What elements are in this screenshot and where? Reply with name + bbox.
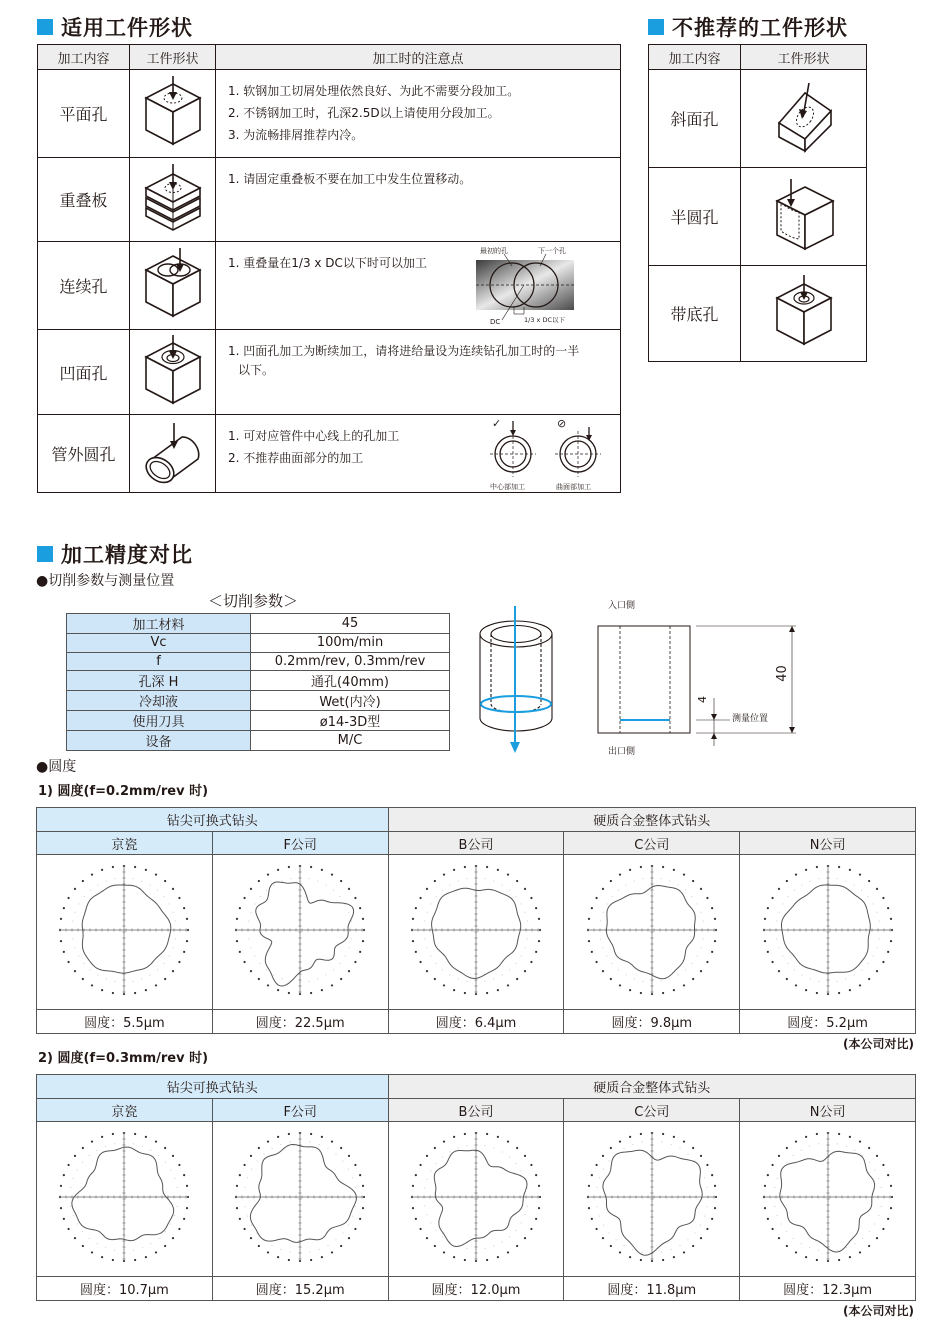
section-view-diagram bbox=[596, 622, 806, 748]
note-line: 1. 可对应管件中心线上的孔加工 bbox=[228, 429, 400, 443]
concave-hole-cube-icon bbox=[130, 330, 216, 415]
flat-hole-cube-icon bbox=[130, 70, 216, 158]
group-header: 硬质合金整体式钻头 bbox=[388, 808, 915, 832]
section-title-text: 适用工件形状 bbox=[61, 16, 193, 40]
table-row bbox=[649, 168, 867, 266]
test1-title: 1) 圆度(f=0.2mm/rev 时) bbox=[38, 784, 209, 799]
row-notes bbox=[216, 330, 621, 415]
param-key: 设备 bbox=[67, 731, 251, 751]
offset-label: 4 bbox=[696, 696, 709, 703]
comparison-note: (本公司对比) bbox=[843, 1304, 914, 1318]
roundness-value: 圆度：5.2μm bbox=[740, 1010, 916, 1034]
company-header: 京瓷 bbox=[37, 832, 213, 855]
applicable-shapes-table bbox=[37, 44, 621, 493]
table-row bbox=[67, 634, 450, 653]
test2-title: 2) 圆度(f=0.3mm/rev 时) bbox=[38, 1051, 209, 1066]
table-row bbox=[38, 158, 621, 242]
table-row bbox=[38, 330, 621, 415]
param-value: 45 bbox=[251, 614, 450, 634]
pipe-icon bbox=[130, 415, 216, 493]
row-name: 管外圆孔 bbox=[38, 415, 130, 493]
slanted-surface-icon bbox=[741, 70, 867, 168]
roundness-table-1 bbox=[36, 807, 916, 1034]
section-marker bbox=[648, 19, 664, 35]
cutting-subtitle: ●切削参数与测量位置 bbox=[36, 573, 175, 589]
roundness-value: 圆度：12.3μm bbox=[740, 1277, 916, 1301]
row-name: 带底孔 bbox=[649, 266, 741, 362]
svg-text:✓: ✓ bbox=[492, 417, 502, 430]
col-header: 工件形状 bbox=[741, 45, 867, 70]
table-row bbox=[67, 711, 450, 731]
table-row bbox=[67, 691, 450, 711]
cutting-params-table bbox=[66, 613, 450, 751]
group-header: 硬质合金整体式钻头 bbox=[388, 1075, 915, 1099]
table-row bbox=[38, 415, 621, 493]
stacked-plates-icon bbox=[130, 158, 216, 242]
table-row bbox=[38, 242, 621, 330]
roundness-plot bbox=[388, 1122, 564, 1277]
svg-text:曲面部加工: 曲面部加工 bbox=[556, 483, 591, 491]
roundness-plot bbox=[37, 1122, 213, 1277]
note-line: 1. 凹面孔加工为断续加工，请将进给量设为连续钻孔加工时的一半 bbox=[228, 344, 580, 358]
row-notes bbox=[216, 415, 621, 493]
param-key: 加工材料 bbox=[67, 614, 251, 634]
note-line: 1. 重叠量在1/3 x DC以下时可以加工 bbox=[228, 256, 427, 270]
param-key: Vc bbox=[67, 634, 251, 653]
note-line: 以下。 bbox=[238, 363, 275, 377]
param-key: 使用刀具 bbox=[67, 711, 251, 731]
note-line: 1. 请固定重叠板不要在加工中发生位置移动。 bbox=[228, 172, 472, 186]
pipe-drilling-diagram-icon bbox=[488, 417, 608, 491]
col-header: 加工内容 bbox=[649, 45, 741, 70]
row-name: 平面孔 bbox=[38, 70, 130, 158]
svg-text:最初的孔: 最初的孔 bbox=[480, 247, 508, 255]
roundness-value: 圆度：12.0μm bbox=[388, 1277, 564, 1301]
half-hole-icon bbox=[741, 168, 867, 266]
roundness-plot bbox=[740, 855, 916, 1010]
section-title-precision bbox=[37, 539, 193, 569]
company-header: 京瓷 bbox=[37, 1099, 213, 1122]
row-name: 斜面孔 bbox=[649, 70, 741, 168]
param-value: Wet(内冷) bbox=[251, 691, 450, 711]
table-row bbox=[67, 652, 450, 671]
company-header: N公司 bbox=[740, 1099, 916, 1122]
blind-hole-icon bbox=[741, 266, 867, 362]
group-header: 钻尖可换式钻头 bbox=[37, 808, 389, 832]
table-row bbox=[67, 671, 450, 691]
col-header: 工件形状 bbox=[130, 45, 216, 70]
table-row bbox=[67, 614, 450, 634]
row-notes bbox=[216, 70, 621, 158]
roundness-value: 圆度：5.5μm bbox=[37, 1010, 213, 1034]
roundness-table-2 bbox=[36, 1074, 916, 1301]
roundness-plot bbox=[212, 1122, 388, 1277]
roundness-title: ●圆度 bbox=[36, 759, 77, 775]
roundness-value: 圆度：9.8μm bbox=[564, 1010, 740, 1034]
param-key: 孔深 H bbox=[67, 671, 251, 691]
roundness-value: 圆度：15.2μm bbox=[212, 1277, 388, 1301]
entry-label: 入口側 bbox=[608, 601, 636, 611]
roundness-plot bbox=[212, 855, 388, 1010]
svg-text:中心部加工: 中心部加工 bbox=[490, 483, 525, 491]
table-row bbox=[649, 266, 867, 362]
note-line: 2. 不锈钢加工时，孔深2.5D以上请使用分段加工。 bbox=[228, 106, 500, 120]
param-key: 冷却液 bbox=[67, 691, 251, 711]
row-notes bbox=[216, 242, 621, 330]
table-row bbox=[38, 70, 621, 158]
row-name: 凹面孔 bbox=[38, 330, 130, 415]
company-header: N公司 bbox=[740, 832, 916, 855]
param-key: f bbox=[67, 652, 251, 671]
roundness-value: 圆度：22.5μm bbox=[212, 1010, 388, 1034]
param-value: ø14-3D型 bbox=[251, 711, 450, 731]
measure-position-label: 测量位置 bbox=[732, 714, 769, 724]
svg-text:1/3 x DC以下: 1/3 x DC以下 bbox=[524, 316, 565, 324]
table-row bbox=[67, 731, 450, 751]
note-line: 3. 为流畅排屑推荐内冷。 bbox=[228, 128, 364, 142]
roundness-plot bbox=[740, 1122, 916, 1277]
workpiece-cylinder-diagram bbox=[466, 604, 566, 756]
overlap-diagram-icon bbox=[466, 244, 578, 328]
company-header: C公司 bbox=[564, 1099, 740, 1122]
param-value: 100m/min bbox=[251, 634, 450, 653]
row-notes bbox=[216, 158, 621, 242]
depth-label: 40 bbox=[774, 665, 790, 682]
company-header: F公司 bbox=[212, 832, 388, 855]
group-header: 钻尖可换式钻头 bbox=[37, 1075, 389, 1099]
roundness-value: 圆度：6.4μm bbox=[388, 1010, 564, 1034]
param-value: 0.2mm/rev, 0.3mm/rev bbox=[251, 652, 450, 671]
roundness-plot bbox=[564, 1122, 740, 1277]
row-name: 半圆孔 bbox=[649, 168, 741, 266]
company-header: B公司 bbox=[388, 832, 564, 855]
company-header: F公司 bbox=[212, 1099, 388, 1122]
table-row bbox=[649, 70, 867, 168]
section-marker bbox=[37, 19, 53, 35]
param-value: M/C bbox=[251, 731, 450, 751]
roundness-plot bbox=[37, 855, 213, 1010]
note-line: 2. 不推荐曲面部分的加工 bbox=[228, 451, 364, 465]
col-header: 加工时的注意点 bbox=[216, 45, 621, 70]
roundness-plot bbox=[564, 855, 740, 1010]
exit-label: 出口側 bbox=[608, 747, 636, 757]
row-name: 连续孔 bbox=[38, 242, 130, 330]
section-marker bbox=[37, 546, 53, 562]
svg-text:下一个孔: 下一个孔 bbox=[538, 247, 566, 255]
param-value: 通孔(40mm) bbox=[251, 671, 450, 691]
section-title-text: 不推荐的工件形状 bbox=[672, 16, 848, 40]
section-title-text: 加工精度对比 bbox=[61, 543, 193, 567]
note-line: 1. 软钢加工切屑处理依然良好、为此不需要分段加工。 bbox=[228, 84, 520, 98]
not-recommended-table bbox=[648, 44, 867, 362]
roundness-value: 圆度：10.7μm bbox=[37, 1277, 213, 1301]
section-title-applicable bbox=[37, 12, 193, 42]
company-header: C公司 bbox=[564, 832, 740, 855]
svg-text:⊘: ⊘ bbox=[557, 417, 567, 430]
svg-text:DC: DC bbox=[490, 318, 501, 326]
row-name: 重叠板 bbox=[38, 158, 130, 242]
continuous-hole-cube-icon bbox=[130, 242, 216, 330]
company-header: B公司 bbox=[388, 1099, 564, 1122]
roundness-plot bbox=[388, 855, 564, 1010]
roundness-value: 圆度：11.8μm bbox=[564, 1277, 740, 1301]
params-caption: ＜切削参数＞ bbox=[208, 592, 299, 610]
comparison-note: (本公司对比) bbox=[843, 1037, 914, 1051]
section-title-not-recommended bbox=[648, 12, 848, 42]
col-header: 加工内容 bbox=[38, 45, 130, 70]
